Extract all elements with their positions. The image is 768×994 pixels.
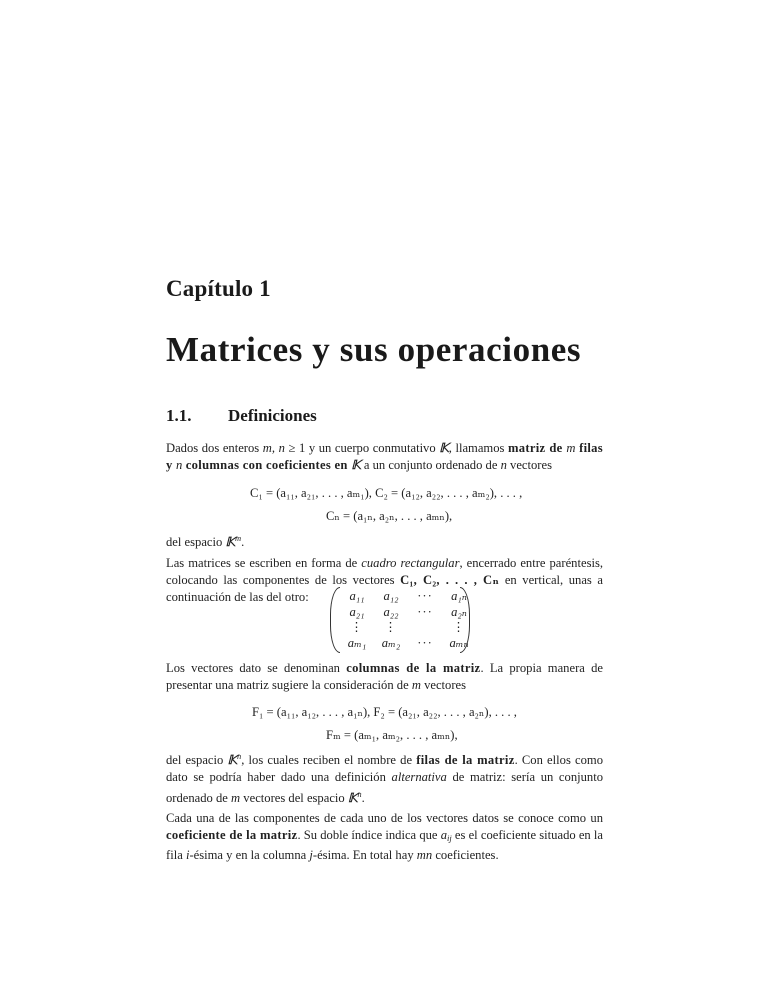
text: del espacio bbox=[166, 535, 226, 549]
matrix-cell: ⋮ bbox=[452, 620, 466, 635]
matrix-cell: ··· bbox=[417, 635, 433, 650]
bold-term: columnas de la matriz bbox=[346, 661, 481, 675]
text: ≥ 1 y un cuerpo conmutativo bbox=[284, 441, 440, 455]
text: a un conjunto ordenado de bbox=[360, 458, 501, 472]
text: -ésima y en la columna bbox=[189, 848, 310, 862]
paragraph bbox=[166, 660, 603, 694]
text: . Con ellos como dato se podría haber dado una definición bbox=[166, 753, 603, 784]
matrix-row bbox=[340, 636, 476, 652]
section-number: 1.1. bbox=[166, 406, 192, 425]
math-inline: n bbox=[500, 458, 507, 472]
bold-term: matriz de bbox=[507, 441, 567, 455]
paragraph-space bbox=[166, 530, 603, 551]
text: Los vectores dato se denominan bbox=[166, 661, 347, 675]
math-inline: a bbox=[440, 828, 447, 842]
text: coeficientes. bbox=[432, 848, 499, 862]
italic-term: alternativa bbox=[391, 770, 447, 784]
bold-term: columnas con coeficientes en bbox=[182, 458, 352, 472]
section-title: Definiciones bbox=[228, 406, 317, 425]
matrix-cell: aₘ₁ bbox=[347, 635, 367, 650]
math-superscript: m bbox=[234, 533, 242, 543]
field-symbol: 𝕂 bbox=[227, 753, 237, 767]
equation-rows-line1: F₁ = (a₁₁, a₁₂, . . . , a₁ₙ), F₂ = (a₂₁, a₂₂, . . . , a₂ₙ), . . . , bbox=[252, 705, 517, 719]
text: , los cuales reciben el nombre de bbox=[241, 753, 417, 767]
matrix-cell: ⋮ bbox=[350, 620, 364, 635]
text: -ésima. En total hay bbox=[312, 848, 417, 862]
text: Cada una de las componentes de cada uno de los vectores datos se conoce como un bbox=[166, 811, 603, 825]
math-subscript: ij bbox=[447, 833, 452, 843]
paragraph-coefficients bbox=[166, 810, 603, 864]
bold-term: filas y bbox=[166, 441, 603, 472]
text: es el coeficiente situado en la fila bbox=[166, 828, 603, 862]
matrix-row bbox=[340, 620, 476, 636]
text: del espacio bbox=[166, 753, 228, 767]
math-inline: m bbox=[231, 791, 241, 805]
math-inline: j bbox=[309, 848, 313, 862]
text: Dados dos enteros bbox=[166, 441, 263, 455]
matrix-cell: ··· bbox=[417, 589, 433, 604]
matrix-cell: a₂₁ bbox=[349, 604, 365, 619]
paragraph-definition bbox=[166, 440, 603, 474]
equation-columns-line1: C₁ = (a₁₁, a₂₁, . . . , aₘ₁), C₂ = (a₁₂, a₂₂, . . . , aₘ₂), . . . , bbox=[250, 486, 523, 500]
matrix-row bbox=[340, 589, 476, 605]
paragraph bbox=[166, 440, 603, 474]
text: de matriz: sería un conjunto ordenado de bbox=[166, 770, 603, 805]
math-inline: mn bbox=[416, 848, 433, 862]
matrix-row bbox=[340, 605, 476, 621]
text: Las matrices se escriben en forma de bbox=[166, 556, 362, 570]
bold-term: filas de la matriz bbox=[416, 753, 515, 767]
math-inline: n bbox=[176, 458, 183, 472]
paragraph-rows bbox=[166, 748, 603, 807]
italic-term: cuadro rectangular bbox=[361, 556, 460, 570]
math-inline: i bbox=[185, 848, 190, 862]
math-inline: m bbox=[566, 441, 576, 455]
matrix-cell: a₁₂ bbox=[383, 589, 399, 604]
matrix-display bbox=[330, 589, 470, 653]
math-inline: m, n bbox=[262, 441, 285, 455]
text: . La propia manera de presentar una matriz sugiere la consideración de bbox=[166, 661, 603, 692]
matrix-cell: ⋮ bbox=[384, 620, 398, 635]
field-symbol: 𝕂 bbox=[225, 535, 235, 549]
text: , encerrado entre paréntesis, colocando las componentes de los vectores bbox=[166, 556, 604, 587]
equation-columns-line2: Cₙ = (a₁ₙ, a₂ₙ, . . . , aₘₙ), bbox=[326, 509, 453, 523]
matrix-cell bbox=[408, 620, 442, 636]
paragraph-columns bbox=[166, 660, 603, 694]
field-symbol: 𝕂 bbox=[439, 441, 449, 455]
text: . bbox=[361, 791, 365, 805]
left-parenthesis bbox=[330, 587, 340, 653]
text: , llamamos bbox=[448, 441, 508, 455]
equation-rows-line2: Fₘ = (aₘ₁, aₘ₂, . . . , aₘₙ), bbox=[326, 728, 458, 742]
math-inline: m bbox=[411, 678, 421, 692]
bold-term: coeficiente de la matriz bbox=[166, 828, 298, 842]
matrix-cell: a₁ₙ bbox=[451, 589, 467, 604]
math-inline: C₁, C₂, . . . , Cₙ bbox=[400, 573, 500, 587]
matrix-cell: aₘₙ bbox=[449, 635, 469, 650]
matrix-cell: a₁₁ bbox=[349, 589, 365, 604]
matrix-cell: a₂ₙ bbox=[451, 604, 467, 619]
text: vectores del espacio bbox=[240, 791, 348, 805]
chapter-label: Capítulo 1 bbox=[166, 276, 271, 301]
paragraph bbox=[166, 530, 603, 551]
text: . bbox=[241, 535, 245, 549]
chapter-title: Matrices y sus operaciones bbox=[166, 330, 582, 369]
matrix-cell: a₂₂ bbox=[383, 604, 399, 619]
text: . Su doble índice indica que bbox=[297, 828, 441, 842]
matrix-cell: ··· bbox=[417, 604, 433, 619]
matrix-cell: aₘ₂ bbox=[381, 635, 401, 650]
field-symbol: 𝕂 bbox=[351, 458, 361, 472]
text: vectores bbox=[506, 458, 552, 472]
field-symbol: 𝕂 bbox=[347, 791, 358, 805]
paragraph bbox=[166, 810, 603, 864]
matrix-table bbox=[340, 589, 476, 651]
math-superscript: n bbox=[236, 751, 242, 761]
text: vectores bbox=[420, 678, 467, 692]
section-heading bbox=[166, 406, 317, 426]
paragraph bbox=[166, 748, 603, 807]
text: en vertical, unas a continuación de las del otro: bbox=[166, 573, 603, 604]
math-superscript: n bbox=[357, 789, 362, 799]
